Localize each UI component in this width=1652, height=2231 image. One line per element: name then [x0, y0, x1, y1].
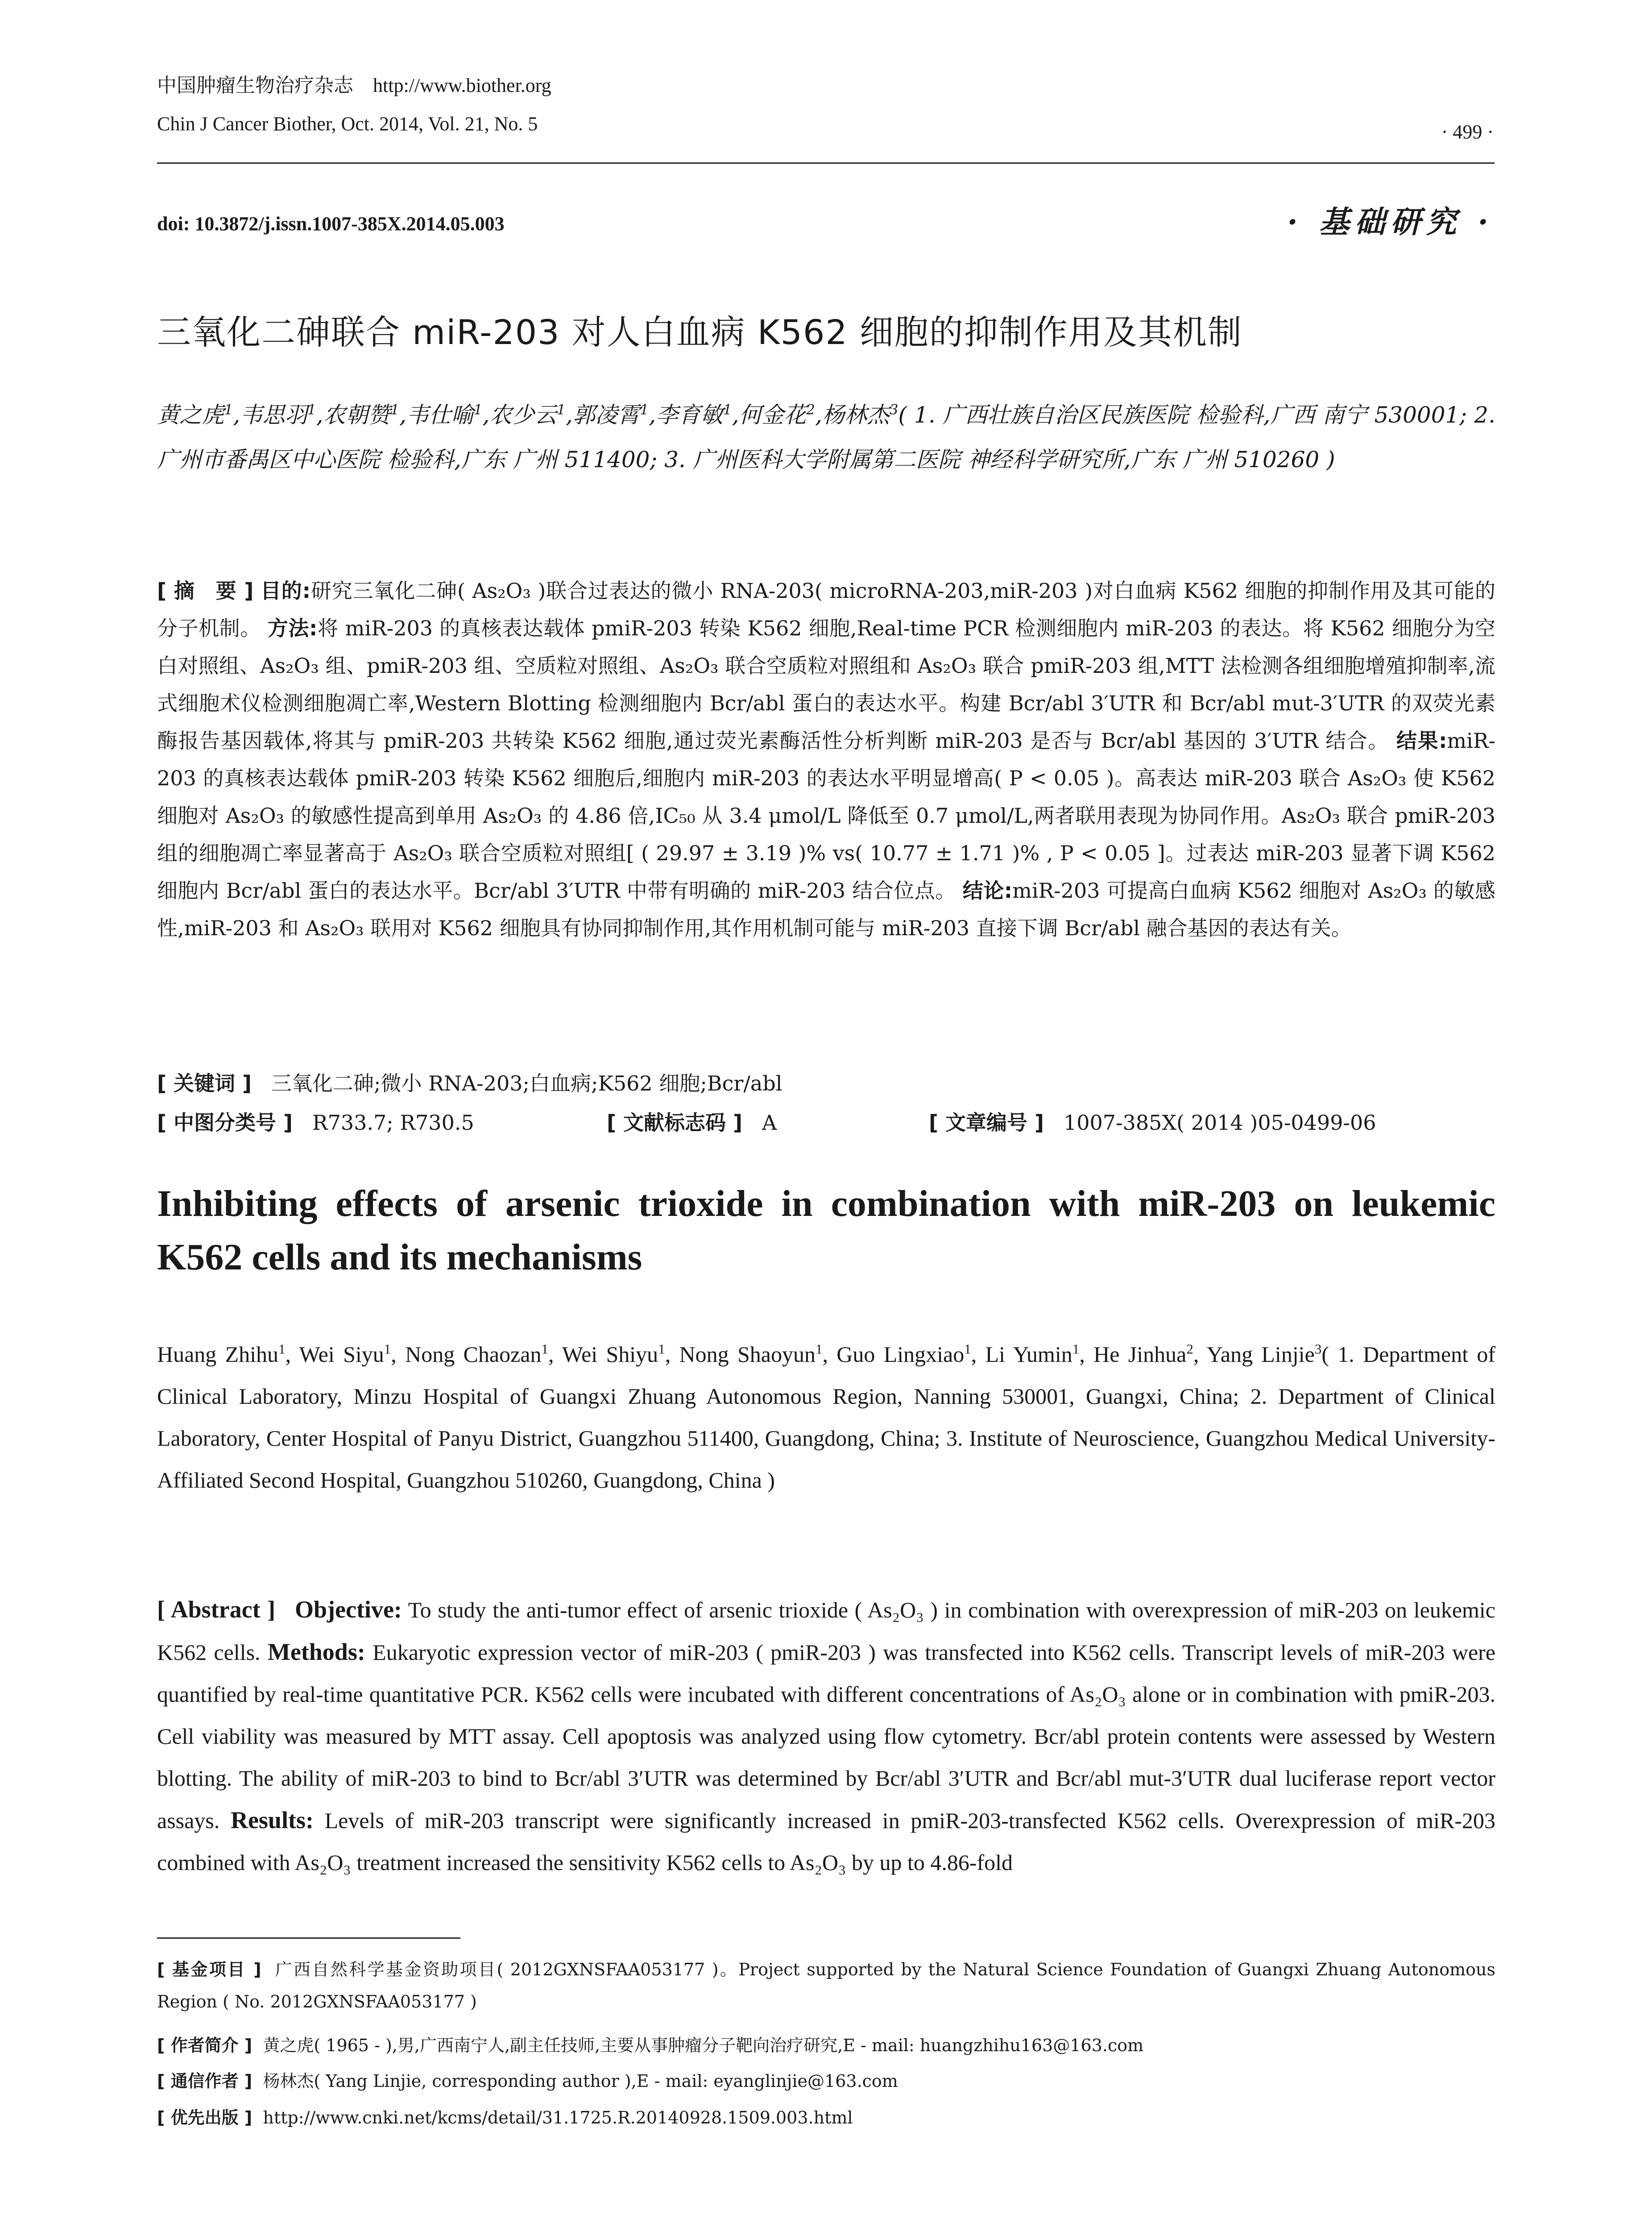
- article-number-label: [ 文章编号 ]: [929, 1111, 1044, 1135]
- author-affiliation-mark: 1: [307, 402, 316, 418]
- affiliations-en: ( 1. Department of Clinical Laboratory, Minzu Hospital of Guangxi Zhuang Autonomous Region, Nanning 530001, Guangxi, China; 2. Department of Clinical Laboratory, Center Hospital of Panyu District, Guangzhou 511400, Guangdong, China; 3. Institute of Neuroscience, Guangzhou Medical University-Affiliated Second Hospital, Guangzhou 510260, Guangdong, China ): [157, 1342, 1496, 1493]
- doc-code-label: [ 文献标志码 ]: [607, 1111, 743, 1135]
- author-name: 杨林杰: [822, 402, 890, 428]
- footnote-corresponding: [157, 2065, 1495, 2097]
- title-cn: 三氧化二砷联合 miR-203 对人白血病 K562 细胞的抑制作用及其机制: [157, 312, 1242, 352]
- footnote-online-first: [157, 2102, 1495, 2134]
- journal-header-line1: [157, 72, 551, 99]
- author-name: Wei Shiyu: [562, 1342, 658, 1367]
- author-name: Wei Siyu: [299, 1342, 384, 1367]
- author-list-en: Huang Zhihu$^1$, Wei Siyu$^1$, Nong Chaozan$^1$, Wei Shiyu$^1$, Nong Shaoyun$^1$, Guo Lingxiao$^1$, Li Yumin$^1$, He Jinhua$^2$, Yang Linjie$^3$: [157, 1341, 1322, 1367]
- author-affiliation-mark: 1: [964, 1341, 971, 1357]
- author-affiliation-mark: 3: [889, 402, 898, 418]
- authors-en: [157, 1333, 1495, 1501]
- keywords-label-cn: [ 关键词 ]: [157, 1071, 252, 1095]
- article-number-cell: [929, 1105, 1376, 1140]
- keywords-value-cn: 三氧化二砷;微小 RNA-203;白血病;K562 细胞;Bcr/abl: [271, 1071, 783, 1095]
- objective-label-en: Objective:: [295, 1596, 402, 1623]
- author-name: Li Yumin: [985, 1342, 1072, 1367]
- author-bio-text: 黄之虎( 1965 - ),男,广西南宁人,副主任技师,主要从事肿瘤分子靶向治疗研究,E - mail: huangzhihu163@163.com: [263, 2036, 1144, 2055]
- abstract-label-cn: [ 摘 要 ]: [157, 579, 254, 603]
- footnote-fund: [157, 1953, 1495, 2018]
- abstract-en: [157, 1588, 1495, 1883]
- author-affiliation-mark: 3: [1314, 1341, 1322, 1357]
- journal-url[interactable]: http://www.biother.org: [373, 75, 551, 96]
- author-bio-label: [ 作者简介 ]: [157, 2036, 253, 2055]
- conclusion-label-cn: 结论:: [962, 879, 1013, 903]
- author-name: He Jinhua: [1093, 1342, 1187, 1367]
- author-name: Nong Shaoyun: [679, 1342, 816, 1367]
- author-affiliation-mark: 1: [815, 1341, 823, 1357]
- author-affiliation-mark: 2: [1186, 1341, 1193, 1357]
- doi[interactable]: doi: 10.3872/j.issn.1007-385X.2014.05.003: [157, 213, 505, 235]
- corresponding-text: 杨林杰( Yang Linjie, corresponding author ),E - mail: eyanglinjie@163.com: [263, 2071, 898, 2091]
- author-name: 农少云: [489, 402, 557, 428]
- online-first-link[interactable]: http://www.cnki.net/kcms/detail/31.1725.R.20140928.1509.003.html: [263, 2108, 853, 2127]
- objective-cn: 研究三氧化二砷( As₂O₃ )联合过表达的微小 RNA-203( microRNA-203,miR-203 )对白血病 K562 细胞的抑制作用及其可能的分子机制。: [157, 579, 1496, 640]
- methods-label-cn: 方法:: [267, 616, 318, 640]
- header-rule: [157, 162, 1495, 164]
- author-affiliation-mark: 1: [278, 1341, 286, 1357]
- objective-label-cn: 目的:: [260, 579, 311, 603]
- author-name: 农朝赞: [323, 402, 391, 428]
- fund-text: 广西自然科学基金资助项目( 2012GXNSFAA053177 )。Project supported by the Natural Science Foundation of Guangxi Zhuang Autonomous Region ( No. 2012GXNSFAA053177 ): [157, 1960, 1496, 2011]
- results-cn: miR-203 的真核表达载体 pmiR-203 转染 K562 细胞后,细胞内 miR-203 的表达水平明显增高( P < 0.05 )。高表达 miR-203 联合 As₂O₃ 使 K562 细胞对 As₂O₃ 的敏感性提高到单用 As₂O₃ 的 4.86 倍,IC₅₀ 从 3.4 μmol/L 降低至 0.7 μmol/L,两者联用表现为协同作用。As₂O₃ 联合 pmiR-203 组的细胞凋亡率显著高于 As₂O₃ 联合空质粒对照组[ ( 29.97 ± 3.19 )% vs( 10.77 ± 1.71 )% , P < 0.05 ]。过表达 miR-203 显著下调 K562 细胞内 Bcr/abl 蛋白的表达水平。Bcr/abl 3′UTR 中带有明确的 miR-203 结合位点。: [157, 729, 1496, 903]
- author-affiliation-mark: 1: [541, 1341, 548, 1357]
- author-name: Yang Linjie: [1206, 1342, 1315, 1367]
- author-affiliation-mark: 1: [384, 1341, 391, 1357]
- article-number-value: 1007-385X( 2014 )05-0499-06: [1063, 1111, 1376, 1135]
- author-affiliation-mark: 1: [473, 402, 483, 418]
- author-name: 韦仕喻: [406, 402, 474, 428]
- conclusion-cn: miR-203 可提高白血病 K562 细胞对 As₂O₃ 的敏感性,miR-203 和 As₂O₃ 联用对 K562 细胞具有协同抑制作用,其作用机制可能与 miR-203 直接下调 Bcr/abl 融合基因的表达有关。: [157, 879, 1495, 940]
- author-name: Nong Chaozan: [405, 1342, 542, 1367]
- author-name: 何金花: [739, 402, 807, 428]
- online-first-label: [ 优先出版 ]: [157, 2108, 253, 2127]
- abstract-label-en: [ Abstract ]: [157, 1596, 276, 1623]
- author-affiliation-mark: 1: [224, 402, 233, 418]
- author-affiliation-mark: 1: [390, 402, 400, 418]
- author-affiliation-mark: 1: [723, 402, 732, 418]
- author-name: Huang Zhihu: [157, 1342, 279, 1367]
- journal-name-cn: 中国肿瘤生物治疗杂志: [157, 75, 353, 96]
- corresponding-label: [ 通信作者 ]: [157, 2071, 253, 2091]
- footnote-author-bio: [157, 2029, 1495, 2061]
- author-name: 李育敏: [656, 402, 723, 428]
- author-affiliation-mark: 1: [658, 1341, 665, 1357]
- page-number: · 499 ·: [1441, 121, 1494, 143]
- author-list-cn: 黄之虎$^1$,韦思羽$^1$,农朝赞$^1$,韦仕喻$^1$,农少云$^1$,郭凌霄$^1$,李育敏$^1$,何金花$^2$,杨林杰$^3$: [157, 402, 898, 428]
- author-affiliation-mark: 1: [1072, 1341, 1080, 1357]
- section-tag: · 基础研究 ·: [1287, 204, 1494, 240]
- title-en: Inhibiting effects of arsenic trioxide in combination with miR-203 on leukemic K562 cells and its mechanisms: [157, 1183, 1495, 1278]
- methods-cn: 将 miR-203 的真核表达载体 pmiR-203 转染 K562 细胞,Real-time PCR 检测细胞内 miR-203 的表达。将 K562 细胞分为空白对照组、As₂O₃ 组、pmiR-203 组、空质粒对照组、As₂O₃ 联合空质粒对照组和 As₂O₃ 联合 pmiR-203 组,MTT 法检测各组细胞增殖抑制率,流式细胞术仪检测细胞凋亡率,Western Blotting 检测细胞内 Bcr/abl 蛋白的表达水平。构建 Bcr/abl 3′UTR 和 Bcr/abl mut-3′UTR 的双荧光素酶报告基因载体,将其与 pmiR-203 共转染 K562 细胞,通过荧光素酶活性分析判断 miR-203 是否与 Bcr/abl 基因的 3′UTR 结合。: [157, 616, 1495, 753]
- author-name: Guo Lingxiao: [836, 1342, 965, 1367]
- results-label-cn: 结果:: [1396, 729, 1447, 753]
- objective-en: To study the anti-tumor effect of arsenic trioxide ( As₂O₃ ) in combination with overexpression of miR-203 on leukemic K562 cells.: [157, 1597, 1495, 1665]
- methods-label-en: Methods:: [267, 1638, 365, 1665]
- footnote-rule: [157, 1937, 460, 1939]
- author-affiliation-mark: 1: [557, 402, 566, 418]
- doc-code-cell: [607, 1105, 777, 1140]
- journal-citation: Chin J Cancer Biother, Oct. 2014, Vol. 21, No. 5: [157, 113, 538, 135]
- doc-code-value: A: [762, 1111, 777, 1135]
- results-label-en: Results:: [230, 1807, 314, 1833]
- author-affiliation-mark: 2: [806, 402, 816, 418]
- methods-en: Eukaryotic expression vector of miR-203 ( pmiR-203 ) was transfected into K562 cells. Transcript levels of miR-203 were quantified by real-time quantitative PCR. K562 cells were incubated with different concentrations of As₂O₃ alone or in combination with pmiR-203. Cell viability was measured by MTT assay. Cell apoptosis was analyzed using flow cytometry. Bcr/abl protein contents were assessed by Western blotting. The ability of miR-203 to bind to Bcr/abl 3′UTR was determined by Bcr/abl 3′UTR and Bcr/abl mut-3′UTR dual luciferase report vector assays.: [157, 1640, 1496, 1833]
- clc-value: R733.7; R730.5: [312, 1111, 474, 1135]
- results-en: Levels of miR-203 transcript were significantly increased in pmiR-203-transfected K562 cells. Overexpression of miR-203 combined with As₂O₃ treatment increased the sensitivity K562 cells to As₂O₃ by up to 4.86-fold: [157, 1808, 1496, 1875]
- authors-cn: [157, 393, 1495, 482]
- affiliations-cn: ( 1. 广西壮族自治区民族医院 检验科,广西 南宁 530001; 2. 广州市番禺区中心医院 检验科,广东 广州 511400; 3. 广州医科大学附属第二医院 神经科学研究所,广东 广州 510260 ): [157, 402, 1495, 473]
- author-name: 黄之虎: [157, 402, 224, 428]
- author-affiliation-mark: 1: [640, 402, 649, 418]
- author-name: 韦思羽: [240, 402, 307, 428]
- clc-label: [ 中图分类号 ]: [157, 1111, 293, 1135]
- abstract-cn: [157, 572, 1495, 947]
- author-name: 郭凌霄: [572, 402, 640, 428]
- fund-label: [ 基金项目 ]: [157, 1960, 261, 1979]
- keywords-cn: [157, 1066, 1495, 1101]
- clc-cell: [157, 1105, 474, 1140]
